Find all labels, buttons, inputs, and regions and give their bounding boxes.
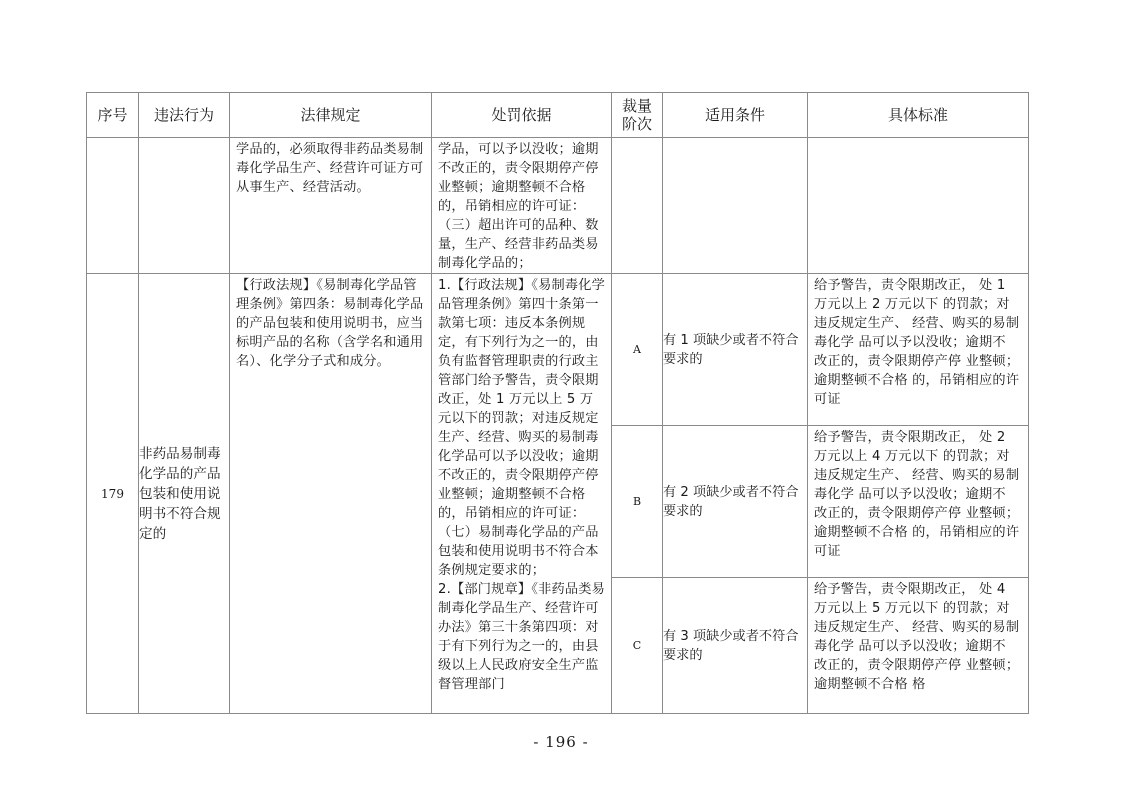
table-row <box>87 274 1029 426</box>
cont-basis-cell <box>432 138 612 274</box>
condition-c: 有 3 项缺少或者不符合要求的 <box>663 578 808 714</box>
cont-standard-cell <box>808 138 1029 274</box>
row-law-text: 【行政法规】《易制毒化学品管理条例》第四条：易制毒化学品的产品包装和使用说明书，应当标明产品的名称（含学名和通用名）、化学分子式和成分。 <box>236 278 424 369</box>
standard-c-cell <box>808 578 1029 714</box>
standard-a: 给予警告，责令限期改正， 处 1 万元以上 2 万元以下 的罚款；对违反规定生产、 经营、购买的易制毒化学 品可以予以没收；逾期不 改正的，责令限期停产停 业整顿；逾期整顿不合格 的，吊销相应的许可证 <box>814 278 1020 407</box>
cont-level-cell <box>612 138 663 274</box>
header-basis: 处罚依据 <box>432 93 612 138</box>
row-basis-text: 1.【行政法规】《易制毒化学品管理条例》第四十条第一款第七项：违反本条例规定，有下列行为之一的，由负有监督管理职责的行政主管部门给予警告，责令限期改正，处 1 万元以上 5 万元以下的罚款；对违反规定生产、经营、购买的易制毒化学品可以予以没收；逾期不改正的，责令限期停产停业整顿；逾期整顿不合格的，吊销相应的许可证：（七）易制毒化学品的产品包装和使用说明书不符合本条例规定要求的； 2.【部门规章】《非药品类易制毒化学品生产、经营许可办法》第三十条第四项：对于有下列行为之一的，由县级以上人民政府安全生产监督管理部门 <box>438 278 606 692</box>
cont-behavior-cell <box>139 138 230 274</box>
header-law: 法律规定 <box>230 93 432 138</box>
standard-a-cell <box>808 274 1029 426</box>
row-behavior: 非药品易制毒化学品的产品包装和使用说明书不符合规定的 <box>139 274 230 714</box>
header-condition: 适用条件 <box>663 93 808 138</box>
row-basis-cell <box>432 274 612 714</box>
level-c: C <box>612 578 663 714</box>
standard-b: 给予警告，责令限期改正， 处 2 万元以上 4 万元以下 的罚款；对违反规定生产、 经营、购买的易制毒化学 品可以予以没收；逾期不 改正的，责令限期停产停 业整顿；逾期整顿不合格 的，吊销相应的许可证 <box>814 430 1020 559</box>
header-seq: 序号 <box>87 93 139 138</box>
continuation-row <box>87 138 1029 274</box>
standard-c: 给予警告，责令限期改正， 处 4 万元以上 5 万元以下 的罚款；对违反规定生产、 经营、购买的易制毒化学 品可以予以没收；逾期不 改正的，责令限期停产停 业整顿；逾期整顿不合格 格 <box>814 582 1020 692</box>
regulation-table <box>86 92 1029 714</box>
level-b: B <box>612 426 663 578</box>
condition-a: 有 1 项缺少或者不符合要求的 <box>663 274 808 426</box>
condition-b: 有 2 项缺少或者不符合要求的 <box>663 426 808 578</box>
row-seq: 179 <box>87 274 139 714</box>
header-behavior: 违法行为 <box>139 93 230 138</box>
header-row <box>87 93 1029 138</box>
cont-law-text: 学品的，必须取得非药品类易制毒化学品生产、经营许可证方可从事生产、经营活动。 <box>236 142 424 195</box>
row-law-cell <box>230 274 432 714</box>
cont-seq-cell <box>87 138 139 274</box>
standard-b-cell <box>808 426 1029 578</box>
header-level: 裁量 阶次 <box>612 93 663 138</box>
level-a: A <box>612 274 663 426</box>
cont-basis-text: 学品，可以予以没收；逾期不改正的，责令限期停产停业整顿；逾期整顿不合格的，吊销相应的许可证：（三）超出许可的品种、数量，生产、经营非药品类易制毒化学品的； <box>438 142 599 271</box>
page-number: - 196 - <box>533 733 589 751</box>
cont-condition-cell <box>663 138 808 274</box>
cont-law-cell <box>230 138 432 274</box>
header-standard: 具体标准 <box>808 93 1029 138</box>
